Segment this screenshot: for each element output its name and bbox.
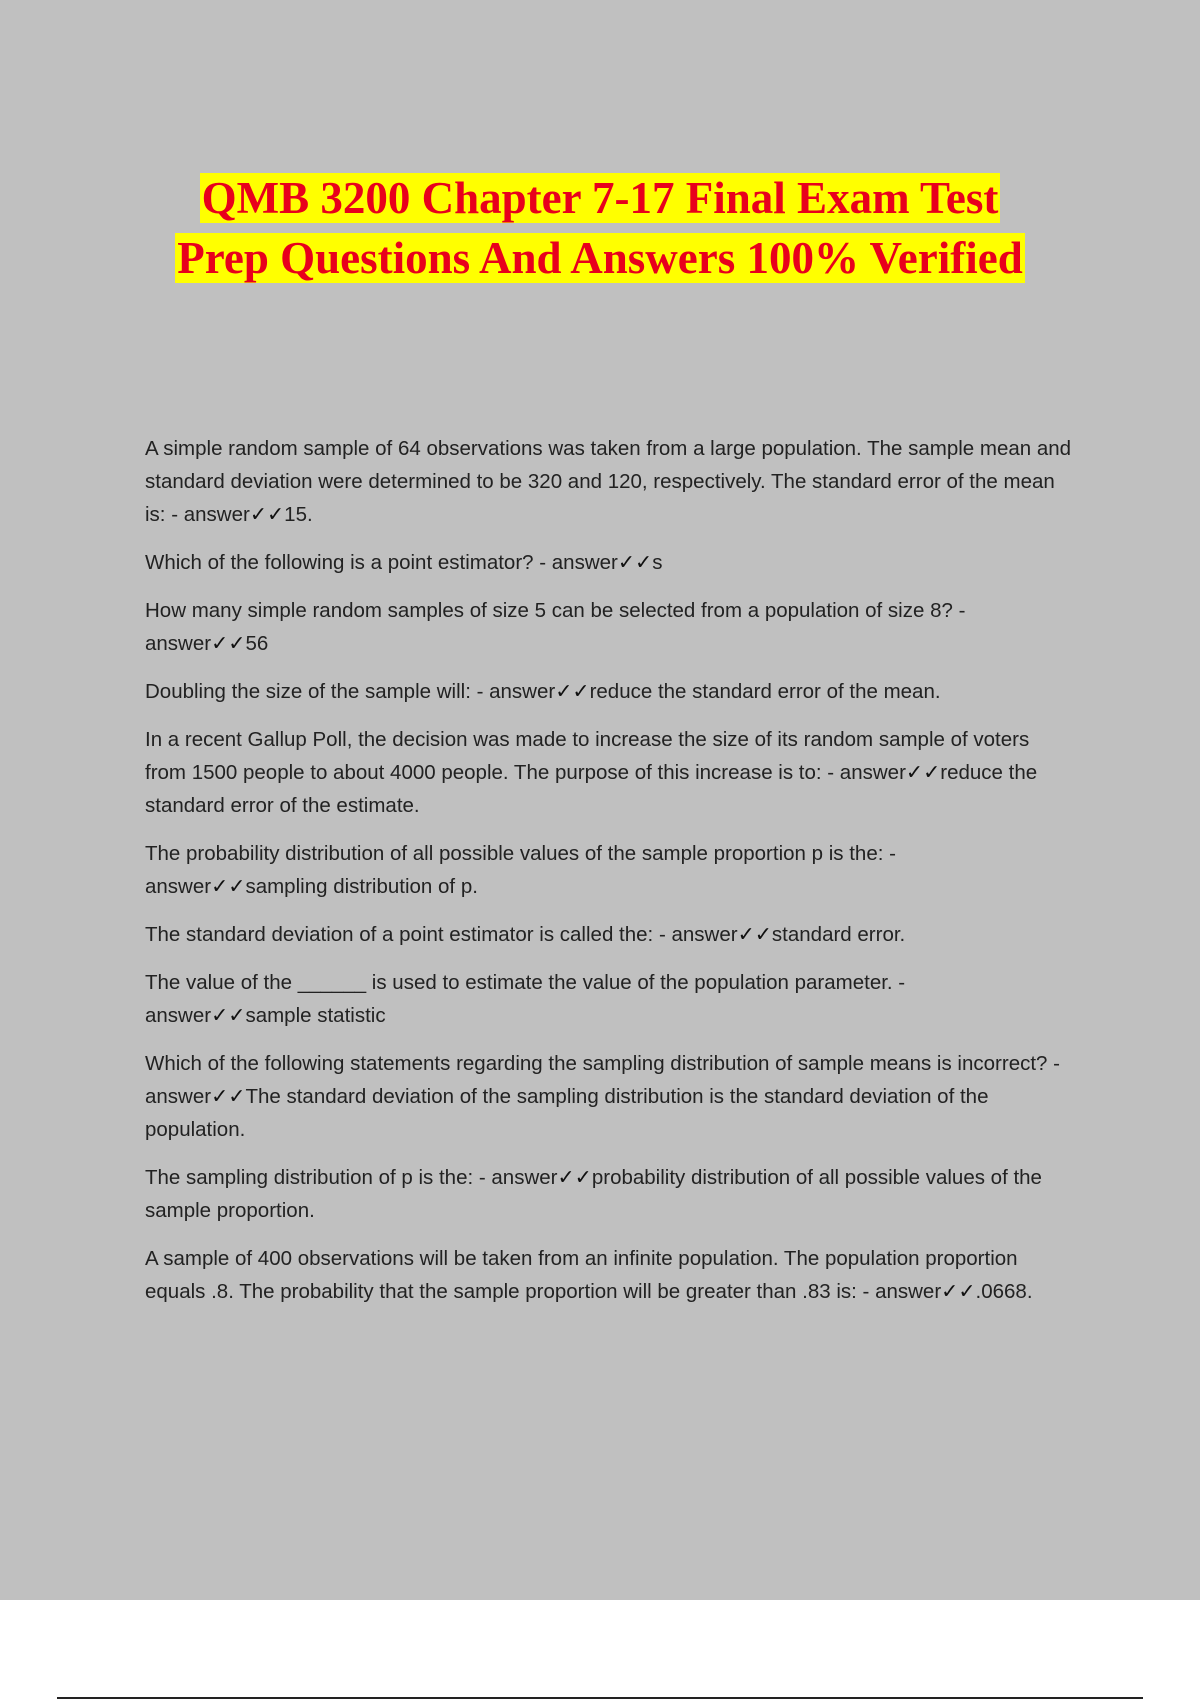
double-check-icon: ✓✓ bbox=[941, 1280, 976, 1303]
document-title bbox=[0, 168, 1200, 288]
double-check-icon: ✓✓ bbox=[737, 923, 772, 946]
answer-text: 56 bbox=[245, 632, 269, 655]
answer-text: reduce the standard error of the estimate. bbox=[145, 761, 1038, 817]
qa-item bbox=[145, 966, 1075, 1032]
double-check-icon: ✓✓ bbox=[905, 761, 941, 784]
qa-item bbox=[145, 546, 1075, 579]
qa-item bbox=[145, 594, 1075, 660]
answer-prefix: - answer bbox=[145, 842, 896, 898]
answer-prefix: - answer bbox=[145, 599, 966, 655]
question-text: Which of the following is a point estimator? bbox=[145, 551, 534, 574]
answer-prefix: - answer bbox=[821, 761, 906, 784]
answer-prefix: - answer bbox=[470, 680, 556, 703]
answer-text: 15. bbox=[284, 503, 313, 526]
question-text: How many simple random samples of size 5 can be selected from a population of size 8? bbox=[145, 599, 953, 622]
double-check-icon: ✓✓ bbox=[557, 1166, 592, 1189]
answer-prefix: - answer bbox=[856, 1280, 942, 1303]
question-answer-list bbox=[145, 432, 1075, 1323]
question-text: In a recent Gallup Poll, the decision was made to increase the size of its random sample of voters from 1500 people to about 4000 people. The purpose of this increase is to: bbox=[145, 728, 1030, 784]
answer-prefix: - answer bbox=[165, 503, 250, 526]
qa-item bbox=[145, 432, 1075, 531]
qa-item bbox=[145, 1161, 1075, 1227]
question-text: Which of the following statements regarding the sampling distribution of sample means is incorrect? bbox=[145, 1052, 1048, 1075]
double-check-icon: ✓✓ bbox=[211, 1085, 246, 1108]
double-check-icon: ✓✓ bbox=[617, 551, 653, 574]
qa-item bbox=[145, 723, 1075, 822]
double-check-icon: ✓✓ bbox=[211, 875, 246, 898]
answer-text: standard error. bbox=[771, 923, 906, 946]
question-text: A simple random sample of 64 observations was taken from a large population. The sample mean and standard deviation were determined to be 320 and 120, respectively. The standard error of the mean is: bbox=[145, 437, 1072, 526]
answer-text: probability distribution of all possible values of the sample proportion. bbox=[145, 1166, 1042, 1222]
answer-text: reduce the standard error of the mean. bbox=[589, 680, 941, 703]
question-text: Doubling the size of the sample will: bbox=[145, 680, 471, 703]
answer-text: The standard deviation of the sampling distribution is the standard deviation of the population. bbox=[145, 1085, 989, 1141]
answer-text: .0668. bbox=[975, 1280, 1033, 1303]
answer-prefix: - answer bbox=[145, 1052, 1060, 1108]
qa-item bbox=[145, 675, 1075, 708]
double-check-icon: ✓✓ bbox=[555, 680, 590, 703]
answer-text: s bbox=[652, 551, 663, 574]
question-text: The sampling distribution of p is the: bbox=[145, 1166, 474, 1189]
qa-item bbox=[145, 918, 1075, 951]
answer-text: sampling distribution of p. bbox=[245, 875, 478, 898]
question-text: A sample of 400 observations will be taken from an infinite population. The population proportion equals .8. The probability that the sample proportion will be greater than .83 is: bbox=[145, 1247, 1018, 1303]
answer-text: sample statistic bbox=[245, 1004, 386, 1027]
answer-prefix: - answer bbox=[653, 923, 738, 946]
qa-item bbox=[145, 1047, 1075, 1146]
footer-divider bbox=[57, 1697, 1143, 1699]
double-check-icon: ✓✓ bbox=[249, 503, 285, 526]
title-line-1: QMB 3200 Chapter 7-17 Final Exam Test bbox=[201, 173, 999, 223]
question-text: The standard deviation of a point estimator is called the: bbox=[145, 923, 654, 946]
answer-prefix: - answer bbox=[145, 971, 906, 1027]
answer-prefix: - answer bbox=[533, 551, 618, 574]
question-text: The probability distribution of all possible values of the sample proportion p is the: bbox=[145, 842, 884, 865]
answer-prefix: - answer bbox=[473, 1166, 558, 1189]
qa-item bbox=[145, 837, 1075, 903]
qa-item bbox=[145, 1242, 1075, 1308]
question-text: The value of the ______ is used to estimate the value of the population parameter. bbox=[145, 971, 893, 994]
title-line-2: Prep Questions And Answers 100% Verified bbox=[177, 233, 1023, 283]
double-check-icon: ✓✓ bbox=[211, 632, 246, 655]
double-check-icon: ✓✓ bbox=[211, 1004, 246, 1027]
